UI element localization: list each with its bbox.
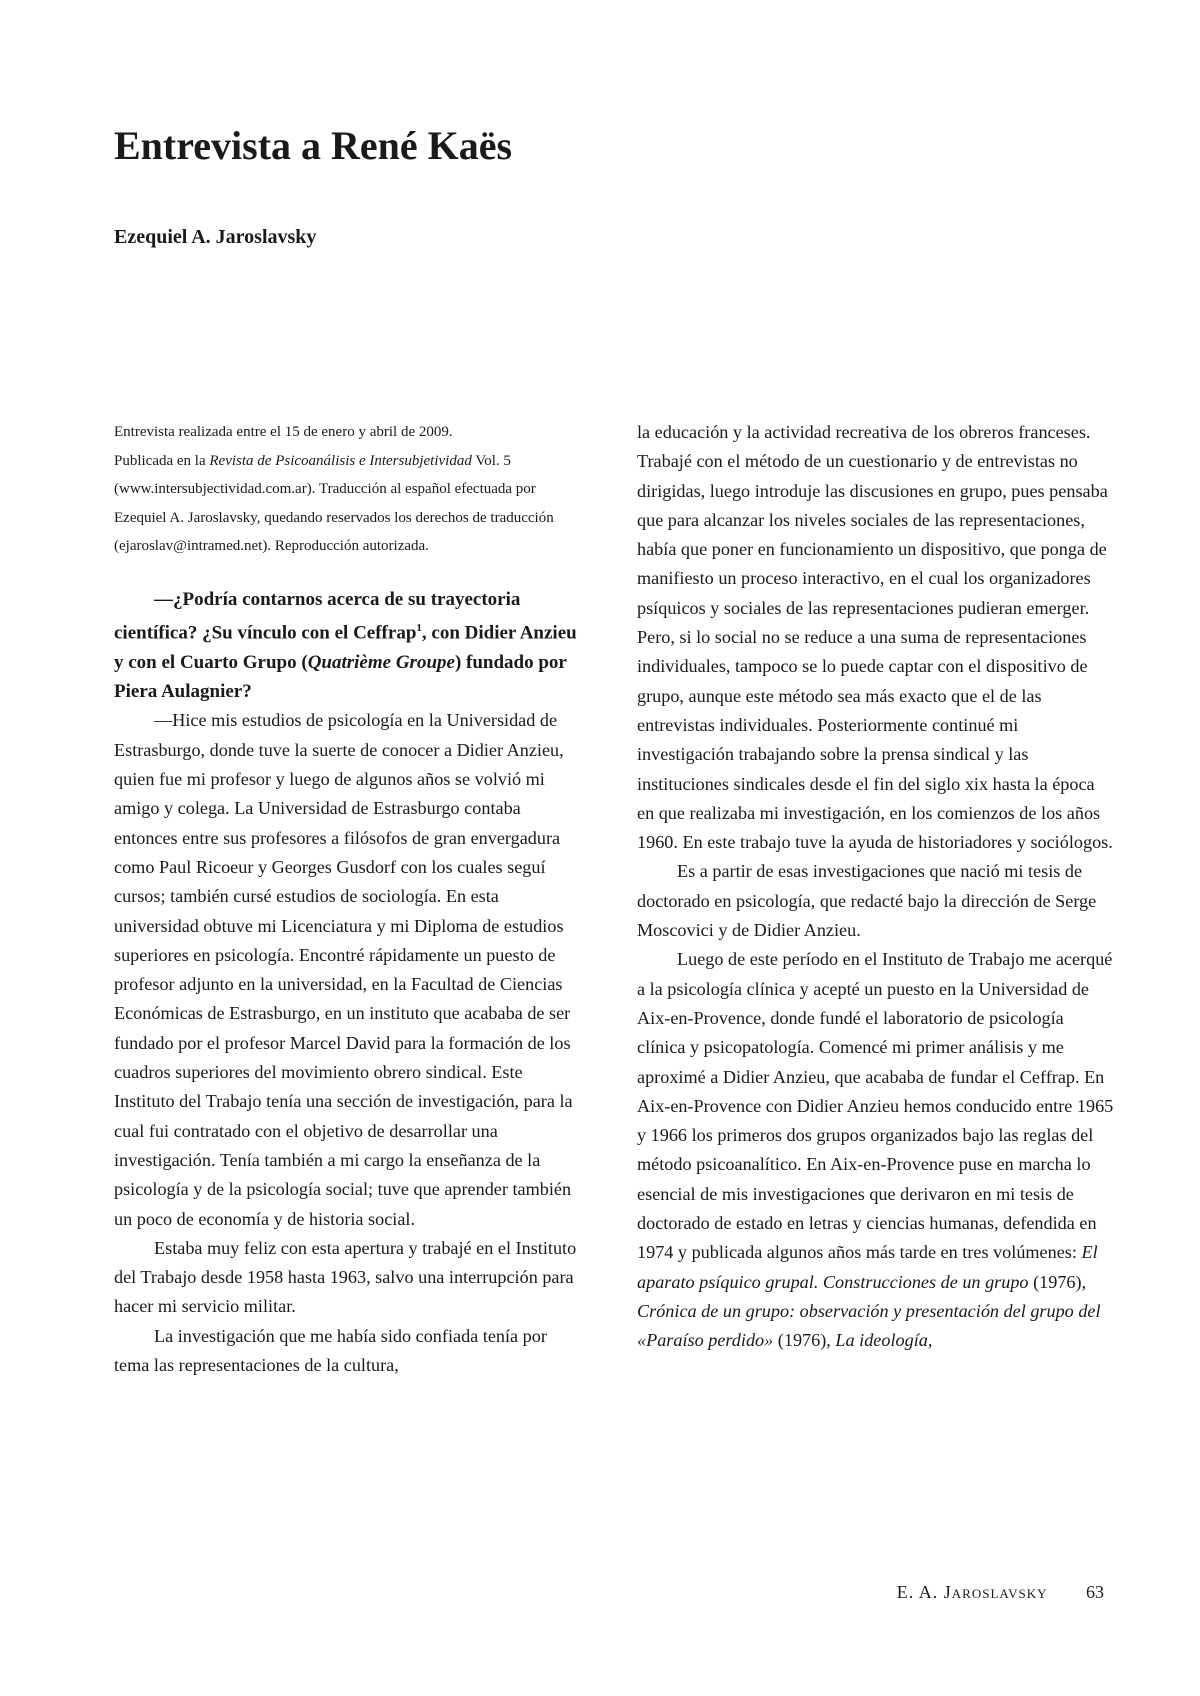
answer-paragraph-1: —Hice mis estudios de psicología en la Universidad de Estrasburgo, donde tuve la suerte de conocer a Didier Anzieu, quien fue mi profesor y luego de algunos años se volvió mi amigo y colega. La Universidad de Estrasburgo contaba entonces entre sus profesores a filósofos de gran envergadura como Paul Ricoeur y Georges Gusdorf con los cuales seguí cursos; también cursé estudios de sociología. En esta universidad obtuve mi Licenciatura y mi Diploma de estudios superiores en psicología. Encontré rápidamente un puesto de profesor adjunto en la universidad, en la Facultad de Ciencias Económicas de Estrasburgo, en un instituto que acababa de ser fundado por el profesor Marcel David para la formación de los cuadros superiores del movimiento obrero sindical. Este Instituto del Trabajo tenía una sección de investigación, para la cual fui contratado con el objetivo de desarrollar una investigación. Tenía también a mi cargo la enseñanza de la psicología y de la psicología social; tuve que aprender también un poco de economía y de historia social. <box>114 710 573 1229</box>
publication-note <box>114 418 582 561</box>
answer-paragraph-6 <box>637 945 1115 1355</box>
question-part1: —¿Podría contarnos acerca de su trayectoria científica? ¿Su vínculo con el Ceffrap <box>114 588 521 644</box>
footnote-marker: 1 <box>416 622 422 635</box>
interview-question <box>114 585 582 707</box>
right-column <box>637 418 1115 1356</box>
article-title: Entrevista a René Kaës <box>114 123 513 168</box>
book-year-2: (1976), <box>773 1330 836 1351</box>
note-line1: Entrevista realizada entre el 15 de enero y abril de 2009. <box>114 424 453 440</box>
book-year-1: (1976), <box>1028 1271 1087 1292</box>
answer-paragraph-3: La investigación que me había sido confiada tenía por tema las representaciones de la cultura, <box>114 1325 547 1376</box>
question-group-fr: Quatrième Groupe <box>307 651 455 673</box>
journal-name: Revista de Psicoanálisis e Intersubjetividad <box>209 452 472 469</box>
answer-paragraph-4: la educación y la actividad recreativa de los obreros franceses. Trabajé con el método de un cuestionario y de entrevistas no dirigidas, luego introduje las discusiones en grupo, pues pensaba que para alcanzar los niveles sociales de las representaciones, había que poner en funcionamiento un dispositivo, que ponga de manifiesto un proceso interactivo, en el cual los organizadores psíquicos y sociales de las representaciones pudieran emerger. Pero, si lo social no se reduce a una suma de representaciones individuales, tampoco se lo puede captar con el dispositivo de grupo, aunque este método sea más exacto que el de las entrevistas individuales. Posteriormente continué mi investigación trabajando sobre la prensa sindical y las instituciones sindicales desde el fin del siglo xix hasta la época en que realizaba mi investigación, en los comienzos de los años 1960. En este trabajo tuve la ayuda de historiadores y sociólogos. <box>637 422 1113 853</box>
book-title-3: La ideología, <box>835 1330 933 1351</box>
page-footer <box>897 1582 1104 1603</box>
paragraph-6-text: Luego de este período en el Instituto de Trabajo me acerqué a la psicología clínica y acepté un puesto en la Universidad de Aix-en-Provence, donde fundé el laboratorio de psicología clínica y psicopatología. Comencé mi primer análisis y me aproximé a Didier Anzieu, que acababa de fundar el Ceffrap. En Aix-en-Provence con Didier Anzieu hemos conducido entre 1965 y 1966 los primeros dos grupos organizados bajo las reglas del método psicoanalítico. En Aix-en-Provence puse en marcha lo esencial de mis investigaciones que derivaron en mi tesis de doctorado de estado en letras y ciencias humanas, defendida en 1974 y publicada algunos años más tarde en tres volúmenes: <box>637 949 1114 1263</box>
answer-paragraph-2: Estaba muy feliz con esta apertura y trabajé en el Instituto del Trabajo desde 1958 hasta 1963, salvo una interrupción para hacer mi servicio militar. <box>114 1237 577 1317</box>
book-title-1: El aparato psíquico grupal. Construcciones de un grupo <box>637 1242 1098 1292</box>
question-part2: , con Didier Anzieu y con el Cuarto Grupo ( <box>114 622 577 673</box>
article-author: Ezequiel A. Jaroslavsky <box>114 226 317 248</box>
book-title-2: Crónica de un grupo: observación y presentación del grupo del «Paraíso perdido» <box>637 1300 1101 1351</box>
footer-author: E. A. Jaroslavsky <box>896 1582 1048 1602</box>
page-number: 63 <box>1086 1582 1104 1602</box>
left-column <box>114 418 582 1380</box>
answer-paragraph-5: Es a partir de esas investigaciones que nació mi tesis de doctorado en psicología, que redacté bajo la dirección de Serge Moscovici y de Didier Anzieu. <box>637 861 1097 941</box>
note-pub-prefix: Publicada en la <box>114 452 210 469</box>
question-part3: ) fundado por Piera Aulagnier? <box>114 651 567 703</box>
note-rest: Vol. 5 (www.intersubjectividad.com.ar). Traducción al español efectuada por Ezequiel A. Jaroslavsky, quedando reservados los derechos de traducción (ejaroslav@intramed.net). Reproducción autorizada. <box>114 452 554 555</box>
